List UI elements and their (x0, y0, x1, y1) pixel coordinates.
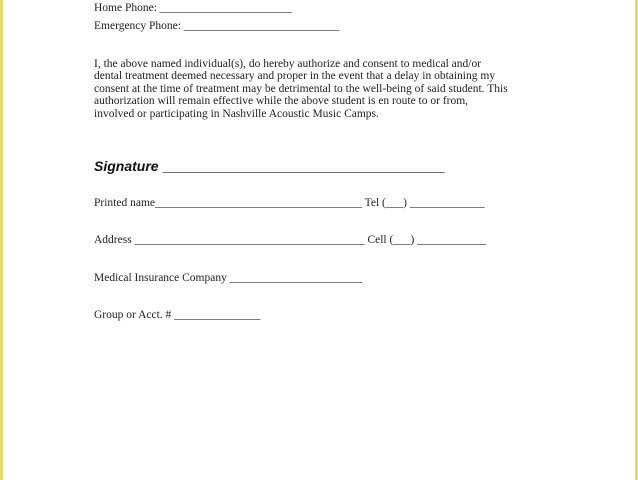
signature-field[interactable]: _______________________________________________ (162, 160, 445, 174)
home-phone-field[interactable]: Home Phone: _______________________ (94, 2, 293, 14)
signature-row (94, 158, 445, 176)
medical-insurance-field[interactable]: Medical Insurance Company _______________________ (94, 272, 362, 284)
printed-name-tel-field[interactable]: Printed name____________________________________ Tel (___) _____________ (94, 197, 485, 209)
authorization-line: consent at the time of treatment may be detrimental to the well-being of said student. This (94, 82, 508, 95)
authorization-paragraph (94, 58, 508, 120)
authorization-line: dental treatment deemed necessary and proper in the event that a delay in obtaining my (94, 70, 496, 83)
authorization-line: authorization will remain effective while the above student is en route to or from, (94, 95, 469, 108)
form-page (3, 0, 635, 480)
authorization-line: I, the above named individual(s), do hereby authorize and consent to medical and/or (94, 58, 482, 70)
group-account-field[interactable]: Group or Acct. # _______________ (94, 309, 261, 321)
authorization-line: involved or participating in Nashville Acoustic Music Camps. (94, 107, 379, 120)
emergency-phone-field[interactable]: Emergency Phone: ___________________________ (94, 20, 340, 32)
address-cell-field[interactable]: Address ________________________________________ Cell (___) ____________ (94, 234, 487, 246)
signature-label: Signature (94, 158, 159, 174)
